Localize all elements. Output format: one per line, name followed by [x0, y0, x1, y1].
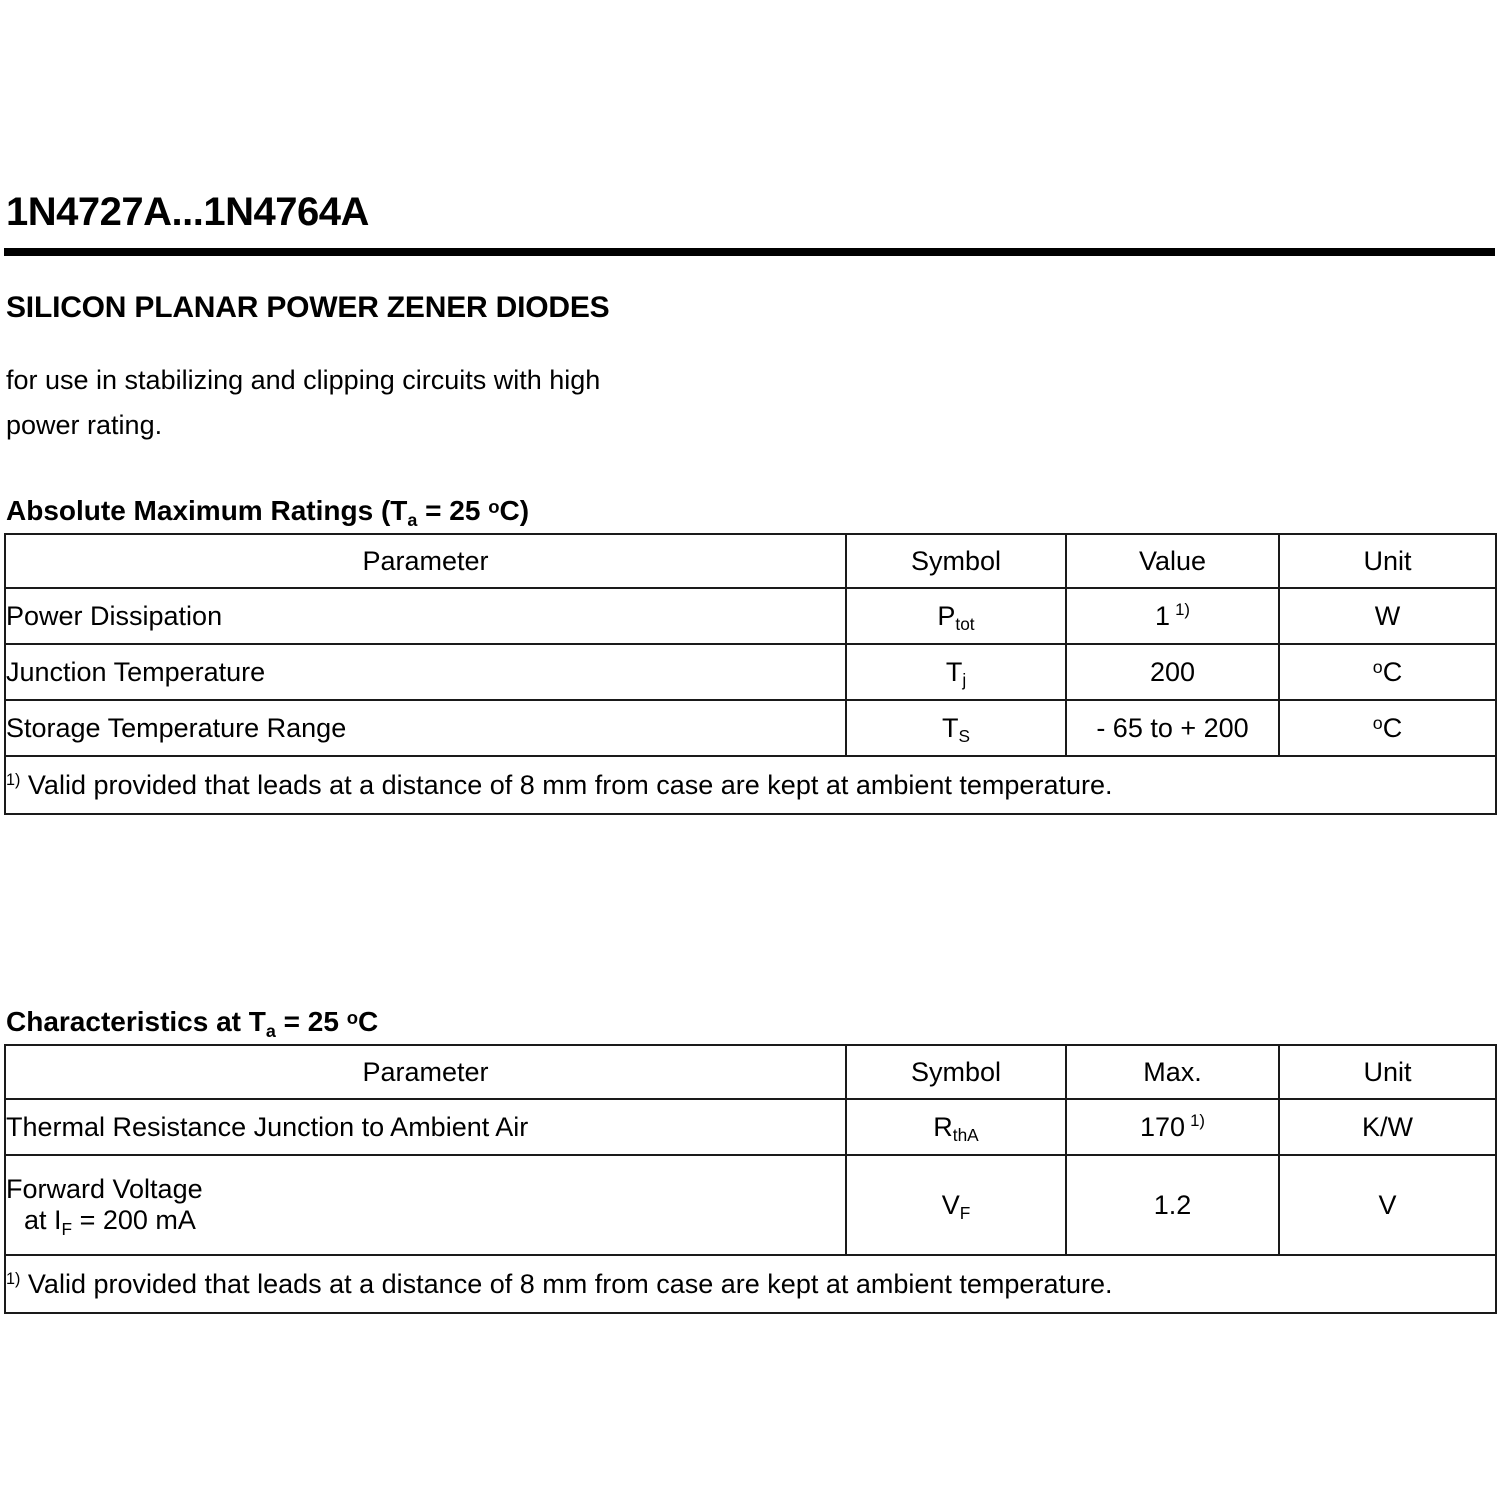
forward-voltage-label: Forward Voltage	[6, 1174, 203, 1204]
table-row	[5, 1099, 1496, 1155]
symbol-ts	[846, 700, 1066, 756]
table-footnote-row	[5, 756, 1496, 814]
footnote-reference: 1)	[1175, 600, 1190, 620]
symbol-subscript: F	[959, 1203, 971, 1224]
characteristics-table	[4, 1044, 1497, 1314]
column-header-symbol: Symbol	[846, 1045, 1066, 1099]
char-heading-mid: = 25	[275, 1006, 347, 1037]
column-header-unit: Unit	[1279, 1045, 1496, 1099]
footnote-absolute-maximum-ratings	[5, 756, 1496, 814]
table-header-row	[5, 534, 1496, 588]
column-header-parameter: Parameter	[5, 1045, 846, 1099]
symbol-subscript: tot	[955, 614, 975, 635]
description-line-2: power rating.	[6, 410, 163, 440]
value-power-dissipation	[1066, 588, 1279, 644]
table-header-row	[5, 1045, 1496, 1099]
unit-thermal-resistance: K/W	[1279, 1099, 1496, 1155]
value-junction-temperature: 200	[1066, 644, 1279, 700]
value-storage-temperature-range: - 65 to + 200	[1066, 700, 1279, 756]
unit-power-dissipation: W	[1279, 588, 1496, 644]
symbol-rtha	[846, 1099, 1066, 1155]
product-description	[6, 358, 600, 448]
symbol-vf	[846, 1155, 1066, 1255]
unit-junction-temperature	[1279, 644, 1496, 700]
condition-prefix: at I	[24, 1205, 62, 1235]
amr-heading-suffix: C)	[499, 495, 530, 526]
footnote-text: Valid provided that leads at a distance of 8 mm from case are kept at ambient temperature.	[27, 769, 1113, 800]
section-heading-absolute-maximum-ratings	[6, 495, 530, 530]
symbol-subscript: j	[962, 670, 967, 691]
page-title: 1N4727A...1N4764A	[6, 190, 369, 234]
unit-storage-temperature-range	[1279, 700, 1496, 756]
parameter-forward-voltage	[5, 1155, 846, 1255]
value-text: 1	[1155, 600, 1171, 631]
symbol-base: T	[945, 656, 963, 687]
table-row	[5, 588, 1496, 644]
absolute-maximum-ratings-table	[4, 533, 1497, 815]
column-header-parameter: Parameter	[5, 534, 846, 588]
char-heading-subscript: a	[265, 1020, 276, 1041]
unit-text: C	[1382, 712, 1403, 743]
symbol-base: P	[937, 600, 956, 631]
symbol-base: R	[933, 1111, 953, 1142]
footnote-characteristics	[5, 1255, 1496, 1313]
symbol-base: V	[941, 1189, 960, 1220]
footnote-marker: 1)	[6, 770, 21, 789]
parameter-thermal-resistance: Thermal Resistance Junction to Ambient Air	[5, 1099, 846, 1155]
product-subtitle: SILICON PLANAR POWER ZENER DIODES	[6, 291, 610, 324]
symbol-subscript: S	[958, 726, 971, 747]
symbol-ptot	[846, 588, 1066, 644]
section-heading-characteristics	[6, 1006, 379, 1041]
table-row	[5, 700, 1496, 756]
amr-heading-degree-symbol: o	[488, 495, 500, 517]
table-row	[5, 644, 1496, 700]
symbol-subscript: thA	[952, 1125, 979, 1146]
table-footnote-row	[5, 1255, 1496, 1313]
column-header-max: Max.	[1066, 1045, 1279, 1099]
symbol-tj	[846, 644, 1066, 700]
description-line-1: for use in stabilizing and clipping circuits with high	[6, 365, 601, 395]
unit-forward-voltage: V	[1279, 1155, 1496, 1255]
parameter-power-dissipation: Power Dissipation	[5, 588, 846, 644]
column-header-symbol: Symbol	[846, 534, 1066, 588]
column-header-unit: Unit	[1279, 534, 1496, 588]
value-thermal-resistance	[1066, 1099, 1279, 1155]
symbol-base: T	[941, 712, 959, 743]
footnote-marker: 1)	[6, 1269, 21, 1288]
condition-subscript: F	[61, 1218, 73, 1239]
degree-symbol: o	[1372, 657, 1383, 678]
degree-symbol: o	[1372, 713, 1383, 734]
char-heading-suffix: C	[358, 1006, 379, 1037]
unit-text: C	[1382, 656, 1403, 687]
amr-heading-subscript: a	[407, 509, 418, 530]
column-header-value: Value	[1066, 534, 1279, 588]
amr-heading-prefix: Absolute Maximum Ratings (T	[6, 495, 408, 526]
value-text: 170	[1140, 1111, 1186, 1142]
condition-suffix: = 200 mA	[72, 1205, 196, 1235]
value-forward-voltage: 1.2	[1066, 1155, 1279, 1255]
char-heading-prefix: Characteristics at T	[6, 1006, 266, 1037]
amr-heading-mid: = 25	[417, 495, 489, 526]
forward-voltage-condition	[6, 1205, 845, 1239]
footnote-reference: 1)	[1190, 1111, 1205, 1131]
table-row	[5, 1155, 1496, 1255]
parameter-junction-temperature: Junction Temperature	[5, 644, 846, 700]
parameter-storage-temperature-range: Storage Temperature Range	[5, 700, 846, 756]
footnote-text: Valid provided that leads at a distance of 8 mm from case are kept at ambient temperature.	[27, 1268, 1113, 1299]
char-heading-degree-symbol: o	[346, 1006, 358, 1028]
title-divider-rule	[4, 248, 1495, 256]
